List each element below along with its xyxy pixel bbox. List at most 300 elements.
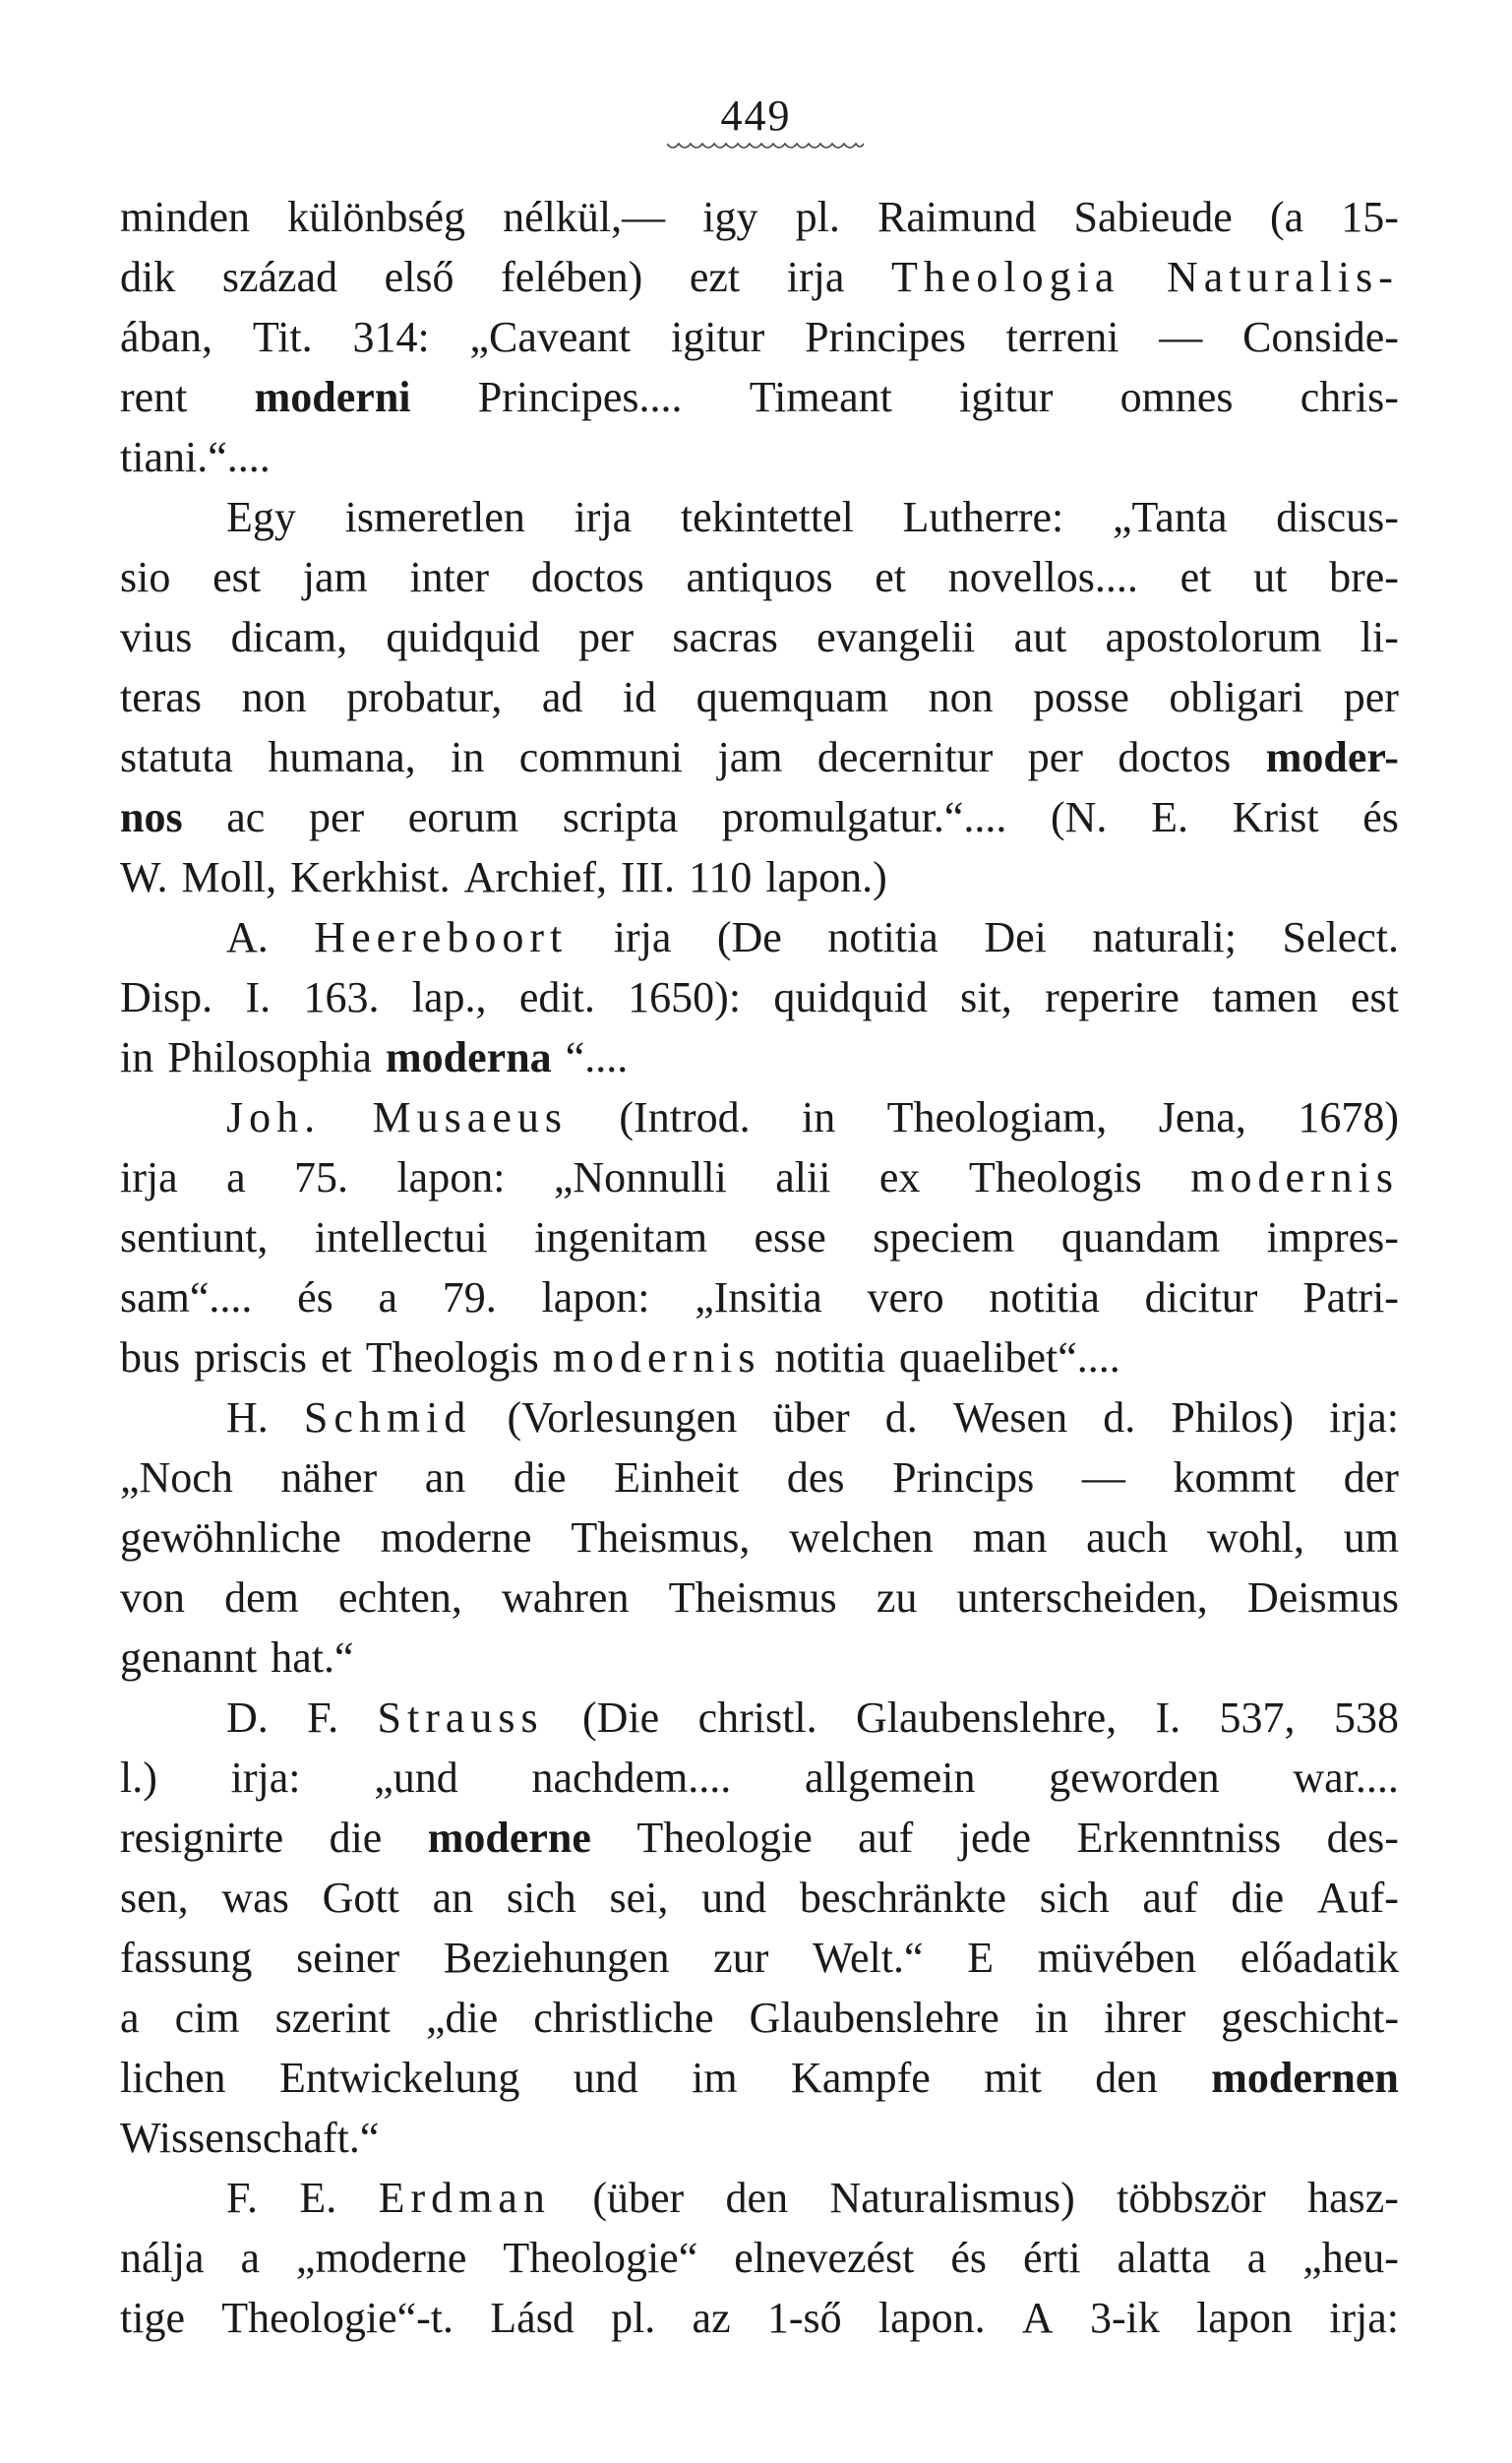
word: hat.“ [271,1633,354,1682]
word: in [1034,1994,1069,2042]
text-line [120,1628,1399,1688]
word: 110 [688,853,753,901]
word: alatta [1117,2234,1211,2282]
word: des [786,1453,845,1502]
text-line [120,967,1399,1027]
word: ac [226,793,266,841]
spaced-word: Strauss [377,1693,544,1742]
word: naturali; [1092,913,1237,961]
word: minden [120,193,250,241]
word: Deismus [1246,1573,1399,1622]
text-line [120,1327,1399,1387]
word: notitia [774,1333,885,1382]
text-line [120,1688,1399,1748]
word: — [1159,313,1203,361]
word: E [967,1934,995,1982]
word: Jena, [1158,1093,1246,1141]
word: Beziehungen [443,1934,670,1982]
text-line [120,2228,1399,2288]
word: 1678) [1298,1093,1399,1141]
word: auf [858,1814,914,1862]
word: quidquid [386,613,540,661]
word: Erkenntniss [1076,1814,1282,1862]
word: edit. [518,973,595,1021]
word: über [772,1393,850,1442]
spaced-word: Erdman [378,2174,551,2222]
word: von [120,1573,185,1622]
text-line [120,1508,1399,1568]
word: irja: [1329,2294,1399,2342]
spaced-word: Naturalis- [1166,253,1399,301]
word: lapon: [541,1273,650,1322]
word: a [1246,2234,1267,2282]
word: scripta [562,793,679,841]
text-line [120,1147,1399,1207]
word: humana, [268,733,416,781]
bold-word: moderni [254,373,411,421]
word: evangelii [816,613,976,661]
word: Glaubenslehre, [855,1693,1118,1742]
bold-word: moderna [386,1033,552,1081]
word: aut [1013,613,1067,661]
text-line [120,1207,1399,1267]
word: Wissenschaft.“ [120,2114,380,2162]
spaced-word: Schmid [303,1393,472,1442]
text-line [120,667,1399,727]
word: notitia [827,913,938,961]
word: Philos) [1171,1393,1295,1442]
word: und [573,2054,638,2102]
word: jam [717,733,783,781]
word: (über [592,2174,685,2222]
word: és [1362,793,1399,841]
spaced-word: Theologia [891,253,1120,301]
text-line [120,1027,1399,1087]
word: Einheit [614,1453,740,1502]
word: „die [425,1994,499,2042]
word: a [378,1273,398,1322]
word: vius [120,613,193,661]
word: novellos.... [947,553,1138,601]
text-line [120,307,1399,367]
word: nélkül,— [503,193,666,241]
text-line [120,1748,1399,1808]
word: doctos [530,553,644,601]
word: Patri- [1302,1273,1399,1322]
word: 75. [294,1153,349,1201]
word: sei, [609,1874,669,1922]
word: d. [884,1393,918,1442]
word: doctos [1118,733,1232,781]
word: et [875,553,907,601]
word: war.... [1293,1754,1399,1802]
word: A. [226,913,269,961]
word: irja [613,913,672,961]
word: „und [374,1754,458,1802]
word: irja [786,253,845,301]
word: per [308,793,365,841]
word: 537, [1219,1693,1296,1742]
word: Welt.“ [813,1934,924,1982]
word: d. [1103,1393,1136,1442]
word: első [384,253,454,301]
word: promulgatur.“.... [721,793,1007,841]
word: in [802,1093,836,1141]
word: tamen [1212,973,1318,1021]
word: Krist [1232,793,1319,841]
text-line [120,1988,1399,2048]
word: hasz- [1307,2174,1399,2222]
word: ingenitam [534,1213,708,1262]
word: Theologis [968,1153,1142,1201]
word: zur [713,1934,769,1982]
bold-word: modernen [1211,2054,1399,2102]
word: Sabieude [1073,193,1233,241]
word: H. [226,1393,269,1442]
word: intellectui [314,1213,488,1262]
word: inter [409,553,490,601]
word: lapon. [877,2294,986,2342]
spaced-word: Musaeus [372,1093,568,1141]
word: alii [775,1153,831,1201]
word: Egy [226,493,296,541]
word: (a [1269,193,1304,241]
text-line [120,727,1399,787]
word: est [1351,973,1399,1021]
text-line [120,487,1399,547]
word: A [1021,2294,1054,2342]
text-line [120,1568,1399,1628]
word: dicitur [1144,1273,1258,1322]
word: mit [984,2054,1042,2102]
word: et [321,1333,352,1382]
page-number: 449 [720,92,792,140]
word: discus- [1276,493,1399,541]
word: non [241,673,307,721]
word: és [950,2234,987,2282]
word: Auf- [1316,1874,1399,1922]
word: lapon.) [765,853,887,901]
word: beschränkte [799,1874,1007,1922]
word: (Die [582,1693,660,1742]
word: ut [1253,553,1288,601]
word: den [725,2174,789,2222]
word: non [928,673,994,721]
word: 1-ső [766,2294,842,2342]
word: zu [876,1573,918,1622]
text-line [120,607,1399,667]
word: geschicht- [1221,1994,1399,2042]
word: felében) [501,253,643,301]
word: ismeretlen [344,493,525,541]
word: (N. [1051,793,1108,841]
word: ad [541,673,583,721]
word: tekintettel [680,493,854,541]
word: Theologie“ [503,2234,698,2282]
word: id [622,673,657,721]
word: omnes [1119,373,1234,421]
word: per [1027,733,1083,781]
spaced-word: Joh. [226,1093,322,1141]
word: sich [1039,1874,1110,1922]
word: Principes.... [477,373,683,421]
word: Glaubenslehre [749,1994,999,2042]
word: — [1081,1453,1125,1502]
word: ában, [120,313,213,361]
word: lapon [1196,2294,1293,2342]
word: moderne [380,1513,532,1562]
word: genannt [120,1633,258,1682]
spaced-word: modernis [1190,1153,1399,1201]
word: li- [1360,613,1399,661]
word: (Introd. [619,1093,751,1141]
word: quemquam [696,673,889,721]
word: 163. [303,973,380,1021]
word: igitur [959,373,1054,421]
word: Moll, [181,853,277,901]
word: den [1095,2054,1158,2102]
text-line [120,187,1399,247]
word: ihrer [1104,1994,1186,2042]
word: an [432,1874,474,1922]
word: 3-ik [1089,2294,1160,2342]
word: chris- [1300,373,1399,421]
word: irja [574,493,633,541]
bold-word: moderne [427,1814,591,1862]
text-line [120,2168,1399,2228]
word: obligari [1169,673,1304,721]
word: sen, [120,1874,189,1922]
word: per [577,613,635,661]
word: jede [958,1814,1032,1862]
text-line [120,1928,1399,1988]
word: Raimund [877,193,1037,241]
word: impres- [1266,1213,1399,1262]
word: pl. [795,193,840,241]
word: Principes [805,313,966,361]
word: tiani.“.... [120,433,271,481]
word: Naturalismus) [829,2174,1075,2222]
word: pl. [611,2294,656,2342]
word: dicam, [230,613,348,661]
word: echten, [338,1573,462,1622]
word: et [1179,553,1212,601]
word: auch [1086,1513,1169,1562]
word: des- [1326,1814,1399,1862]
text-line [120,367,1399,427]
word: 314: [352,313,430,361]
word: sit, [960,973,1012,1021]
word: cim [174,1994,240,2042]
text-line [120,2108,1399,2168]
word: lichen [120,2054,226,2102]
word: Wesen [952,1393,1068,1442]
text-line [120,547,1399,607]
word: apostolorum [1105,613,1322,661]
text-line [120,427,1399,487]
word: (Vorlesungen [507,1393,738,1442]
text-line [120,247,1399,307]
word: im [692,2054,738,2102]
word: Kerkhist. [290,853,451,901]
word: szerint [274,1994,391,2042]
word: Theologie“-t. [221,2294,454,2342]
word: esse [754,1213,826,1262]
text-line [120,907,1399,967]
word: teras [120,673,203,721]
word: der [1343,1453,1399,1502]
text-line [120,2288,1399,2348]
text-line [120,787,1399,847]
word: Archief, [463,853,607,901]
word: E. [1151,793,1188,841]
word: welchen [789,1513,934,1562]
word: bus [120,1333,181,1382]
word: was [221,1874,289,1922]
word: Lutherre: [902,493,1064,541]
word: und [701,1874,767,1922]
word: “.... [565,1033,629,1081]
word: per [1343,673,1399,721]
word: Princips [892,1453,1035,1502]
word: D. [226,1693,269,1742]
word: tige [120,2294,185,2342]
word: Philosophia [167,1033,373,1081]
word: „Insitia [695,1273,822,1322]
word: christliche [533,1994,714,2042]
word: decernitur [816,733,994,781]
word: Tit. [252,313,313,361]
word: Theologiam, [886,1093,1108,1141]
word: Dei [984,913,1047,961]
word: „Caveant [469,313,632,361]
spaced-word: modernis [552,1333,761,1382]
word: man [972,1513,1048,1562]
word: christl. [697,1693,817,1742]
word: an [424,1453,466,1502]
word: az [692,2294,731,2342]
word: sich [506,1874,576,1922]
word: die [1231,1874,1285,1922]
word: „Noch [120,1453,233,1502]
word: l.) [120,1754,157,1802]
word: Timeant [749,373,892,421]
word: „Tanta [1112,493,1228,541]
word: est [212,553,261,601]
word: F. [307,1693,339,1742]
text-line [120,1267,1399,1327]
word: lap., [411,973,487,1021]
bold-word: nos [120,793,183,841]
word: kommt [1173,1453,1297,1502]
word: Conside- [1242,313,1399,361]
word: ezt [689,253,741,301]
word: in [120,1033,154,1081]
word: E. [299,2174,337,2222]
word: (De [716,913,782,961]
bold-word: moder- [1265,733,1399,781]
word: um [1343,1513,1399,1562]
word: a [240,2234,260,2282]
word: előadatik [1240,1934,1399,1982]
word: probatur, [346,673,503,721]
word: unterscheiden, [956,1573,1208,1622]
word: müvében [1037,1934,1197,1982]
word: sio [120,553,171,601]
word: seiner [296,1934,400,1982]
text-line [120,847,1399,907]
word: näher [280,1453,378,1502]
word: communi [518,733,683,781]
word: W. [120,853,168,901]
word: Theismus [668,1573,837,1622]
word: nálja [120,2234,205,2282]
word: irja [120,1153,178,1201]
word: rent [120,373,188,421]
word: dik [120,253,176,301]
word: bre- [1329,553,1399,601]
word: lapon: [396,1153,506,1201]
word: III. [620,853,675,901]
word: Select. [1282,913,1399,961]
word: Gott [322,1874,399,1922]
word: die [513,1453,567,1502]
word: die [329,1814,383,1862]
word: igitur [670,313,765,361]
word: notitia [989,1273,1100,1322]
text-line [120,2048,1399,2108]
word: eorum [407,793,519,841]
word: irja: [1329,1393,1399,1442]
text-line [120,1087,1399,1147]
page-number-ornament [667,140,864,154]
word: sentiunt, [120,1213,269,1262]
word: Entwickelung [278,2054,520,2102]
word: statuta [120,733,233,781]
word: elnevezést [734,2234,915,2282]
word: nachdem.... [531,1754,732,1802]
word: a [226,1153,246,1201]
word: wohl, [1206,1513,1304,1562]
word: többször [1117,2174,1266,2222]
word: fassung [120,1934,253,1982]
word: „moderne [295,2234,467,2282]
word: ex [878,1153,921,1201]
word: quidquid [773,973,928,1021]
word: Disp. [120,973,213,1021]
word: Kampfe [791,2054,931,2102]
word: „Nonnulli [553,1153,727,1201]
word: wahren [501,1573,630,1622]
word: vero [867,1273,944,1322]
text-line [120,1808,1399,1868]
word: sacras [672,613,778,661]
word: in [451,733,485,781]
word: 79. [442,1273,497,1322]
word: Theologie [636,1814,813,1862]
word: igy [702,193,758,241]
word: antiquos [686,553,833,601]
text-line [120,1868,1399,1928]
word: 1650): [628,973,742,1021]
page-text [120,187,1399,2348]
word: geworden [1049,1754,1220,1802]
text-line [120,1447,1399,1508]
word: quandam [1060,1213,1221,1262]
word: dem [224,1573,299,1622]
word: I. [1155,1693,1181,1742]
word: sam“.... [120,1273,253,1322]
